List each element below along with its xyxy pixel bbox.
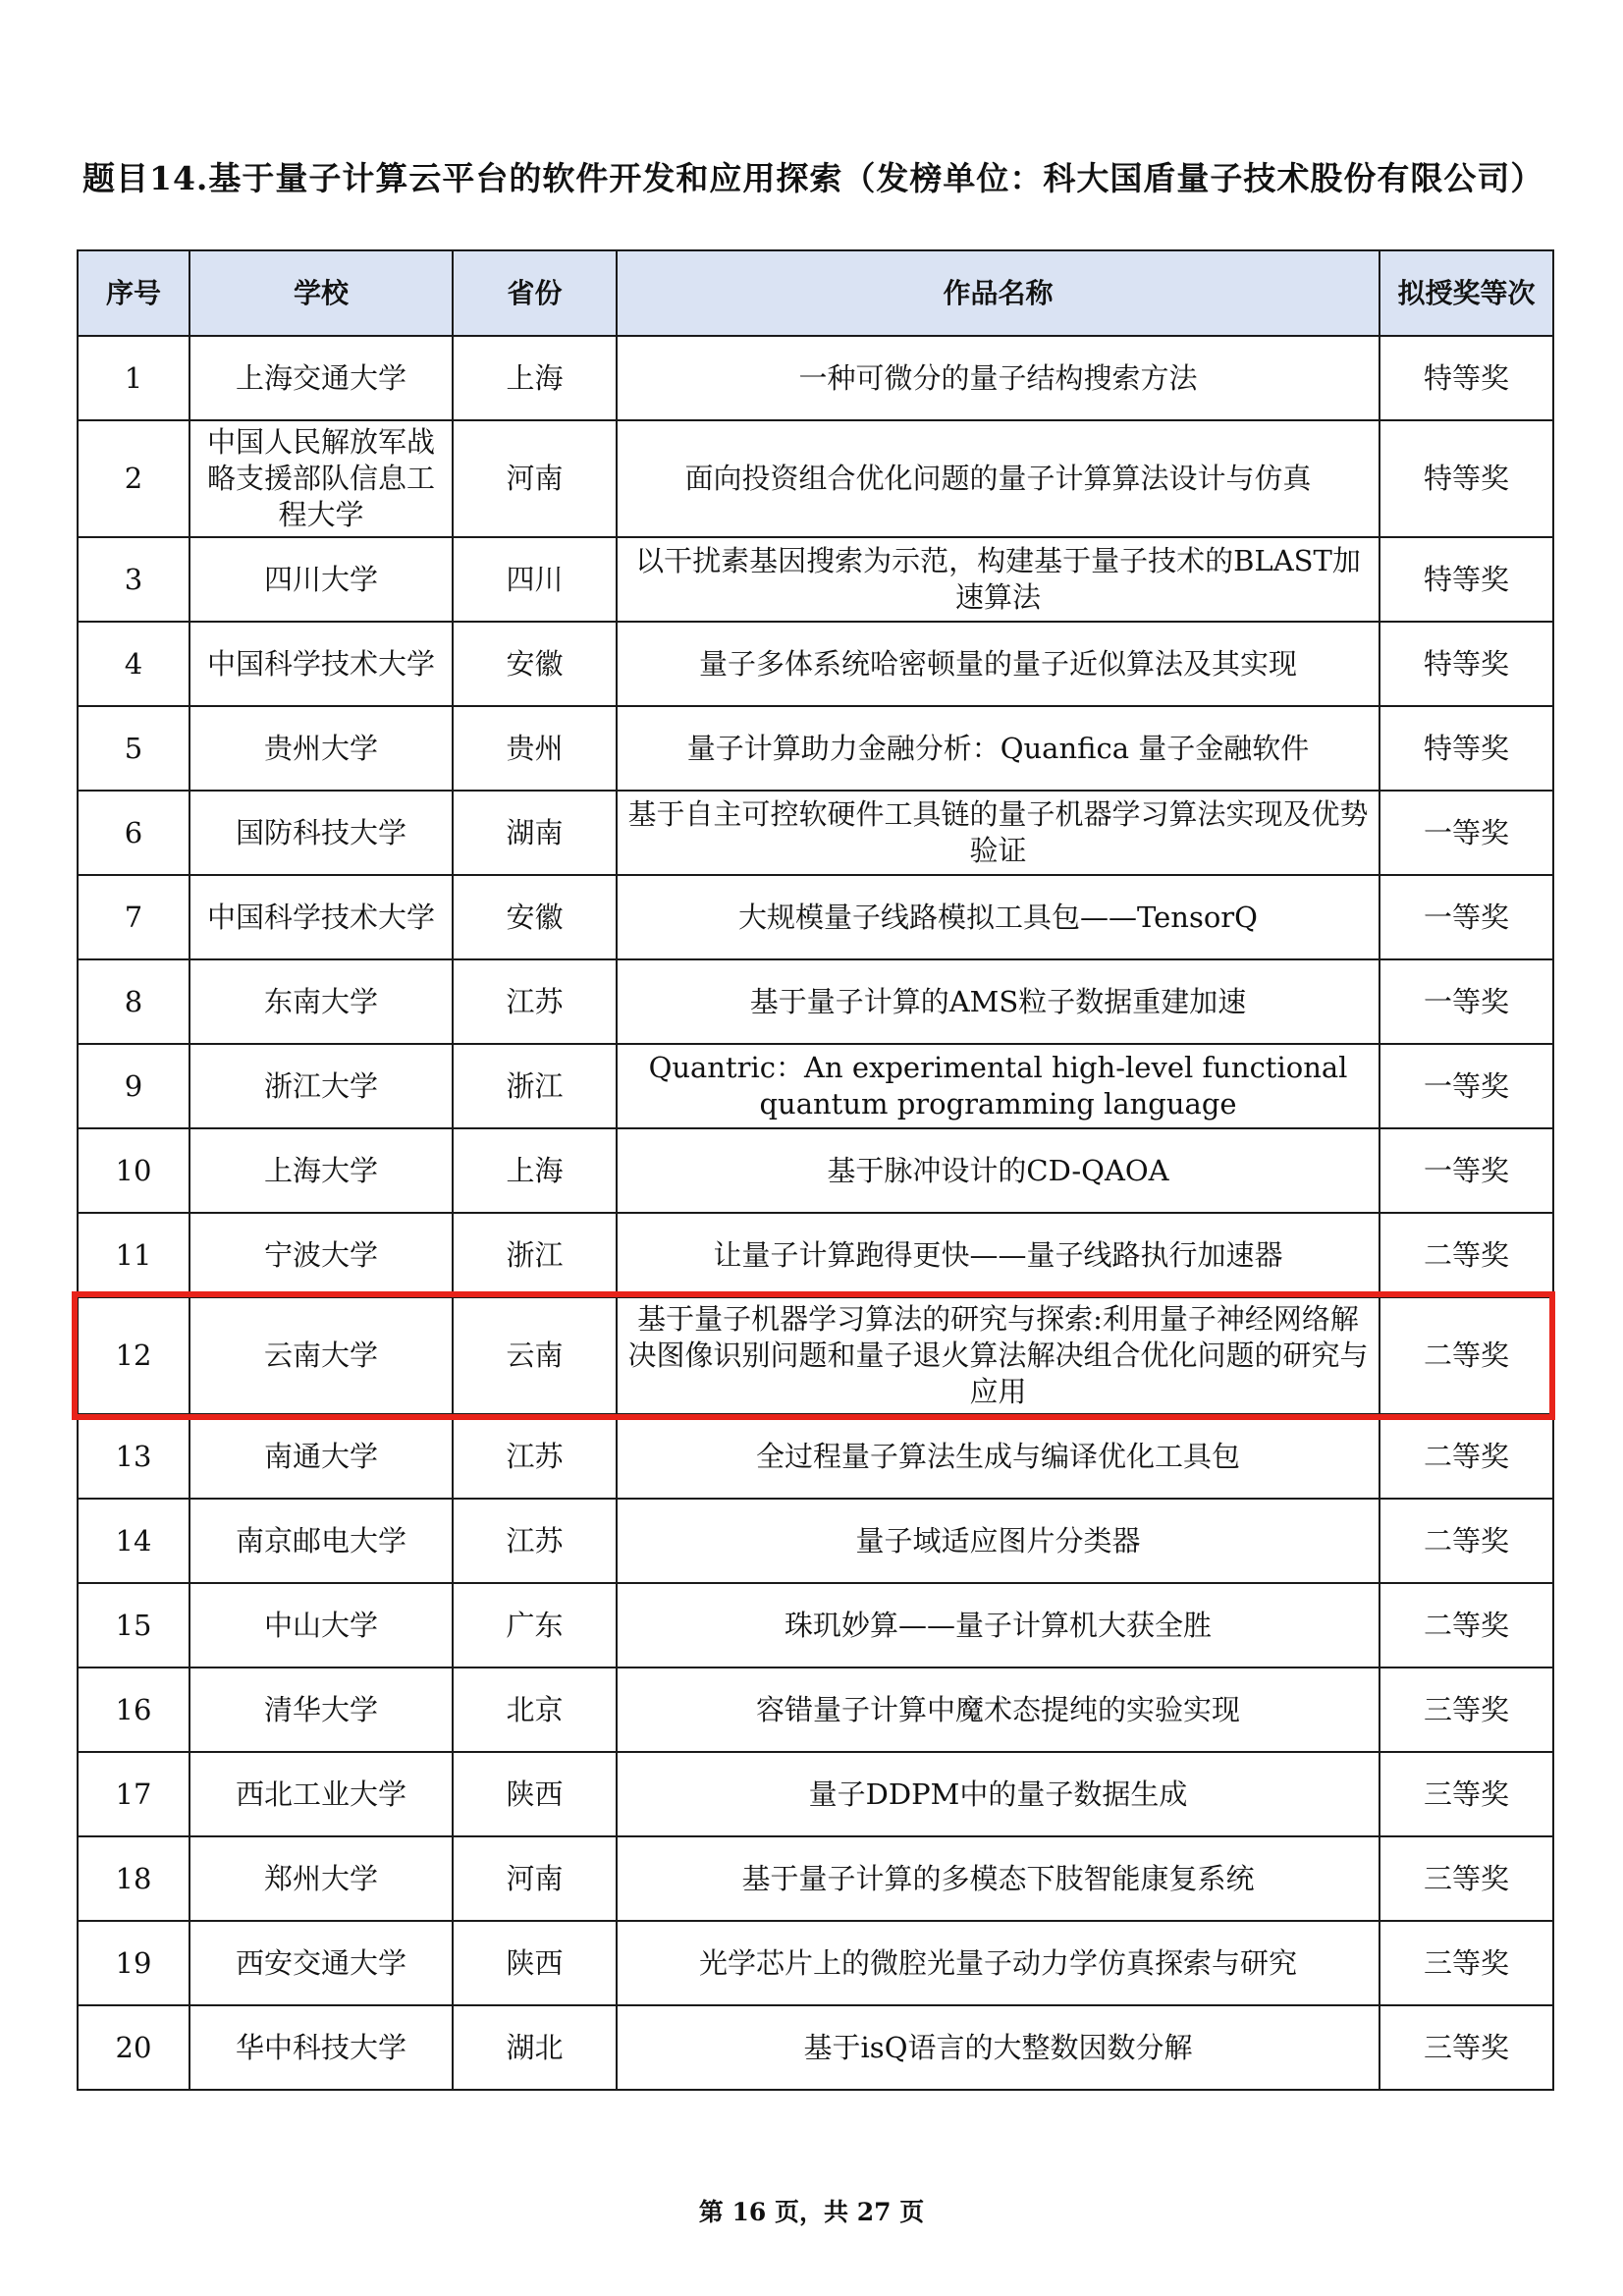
- cell-work-title: 基于自主可控软硬件工具链的量子机器学习算法实现及优势验证: [617, 791, 1380, 875]
- cell-index: 8: [78, 959, 189, 1044]
- page-footer: 第 16 页，共 27 页: [698, 2198, 925, 2226]
- cell-province: 浙江: [453, 1044, 617, 1128]
- table-row: [78, 875, 1553, 959]
- table-row: [78, 1921, 1553, 2005]
- cell-school: 南通大学: [189, 1414, 453, 1499]
- cell-index: 13: [78, 1414, 189, 1499]
- cell-school: 宁波大学: [189, 1213, 453, 1297]
- cell-work-title: 基于脉冲设计的CD-QAOA: [617, 1128, 1380, 1213]
- cell-award-level: 三等奖: [1380, 1667, 1553, 1752]
- cell-award-level: 一等奖: [1380, 875, 1553, 959]
- table-row: [78, 1583, 1553, 1667]
- cell-province: 四川: [453, 537, 617, 622]
- cell-school: 南京邮电大学: [189, 1499, 453, 1583]
- cell-province: 河南: [453, 1836, 617, 1921]
- cell-work-title: 大规模量子线路模拟工具包——TensorQ: [617, 875, 1380, 959]
- cell-work-title: 量子计算助力金融分析：Quanfica 量子金融软件: [617, 706, 1380, 791]
- cell-school: 上海大学: [189, 1128, 453, 1213]
- cell-index: 9: [78, 1044, 189, 1128]
- cell-index: 17: [78, 1752, 189, 1836]
- column-header-school: 学校: [189, 250, 453, 336]
- cell-award-level: 三等奖: [1380, 2005, 1553, 2090]
- cell-school: 华中科技大学: [189, 2005, 453, 2090]
- cell-work-title: 基于isQ语言的大整数因数分解: [617, 2005, 1380, 2090]
- column-header-award-level: 拟授奖等次: [1380, 250, 1553, 336]
- cell-school: 西安交通大学: [189, 1921, 453, 2005]
- table-row: [78, 537, 1553, 622]
- cell-work-title: 面向投资组合优化问题的量子计算算法设计与仿真: [617, 420, 1380, 537]
- cell-index: 20: [78, 2005, 189, 2090]
- table-row: [78, 1297, 1553, 1414]
- cell-school: 上海交通大学: [189, 336, 453, 420]
- cell-province: 北京: [453, 1667, 617, 1752]
- cell-award-level: 二等奖: [1380, 1414, 1553, 1499]
- cell-province: 浙江: [453, 1213, 617, 1297]
- cell-work-title: 容错量子计算中魔术态提纯的实验实现: [617, 1667, 1380, 1752]
- cell-province: 江苏: [453, 959, 617, 1044]
- document-title: 题目14.基于量子计算云平台的软件开发和应用探索（发榜单位：科大国盾量子技术股份有限公司）: [82, 159, 1544, 197]
- cell-index: 5: [78, 706, 189, 791]
- cell-award-level: 二等奖: [1380, 1213, 1553, 1297]
- cell-work-title: 量子DDPM中的量子数据生成: [617, 1752, 1380, 1836]
- cell-province: 陕西: [453, 1752, 617, 1836]
- cell-school: 西北工业大学: [189, 1752, 453, 1836]
- cell-school: 中国科学技术大学: [189, 875, 453, 959]
- cell-work-title: 基于量子计算的多模态下肢智能康复系统: [617, 1836, 1380, 1921]
- cell-school: 中山大学: [189, 1583, 453, 1667]
- cell-school: 四川大学: [189, 537, 453, 622]
- cell-index: 3: [78, 537, 189, 622]
- table-row: [78, 336, 1553, 420]
- cell-province: 广东: [453, 1583, 617, 1667]
- column-header-index: 序号: [78, 250, 189, 336]
- cell-index: 14: [78, 1499, 189, 1583]
- cell-province: 云南: [453, 1297, 617, 1414]
- cell-province: 湖南: [453, 791, 617, 875]
- cell-school: 东南大学: [189, 959, 453, 1044]
- cell-index: 10: [78, 1128, 189, 1213]
- cell-school: 国防科技大学: [189, 791, 453, 875]
- cell-work-title: 珠玑妙算——量子计算机大获全胜: [617, 1583, 1380, 1667]
- cell-award-level: 三等奖: [1380, 1752, 1553, 1836]
- table-row: [78, 959, 1553, 1044]
- cell-award-level: 三等奖: [1380, 1836, 1553, 1921]
- cell-index: 19: [78, 1921, 189, 2005]
- cell-province: 上海: [453, 1128, 617, 1213]
- cell-work-title: 光学芯片上的微腔光量子动力学仿真探索与研究: [617, 1921, 1380, 2005]
- cell-work-title: 以干扰素基因搜索为示范，构建基于量子技术的BLAST加速算法: [617, 537, 1380, 622]
- cell-award-level: 特等奖: [1380, 537, 1553, 622]
- cell-award-level: 一等奖: [1380, 1044, 1553, 1128]
- table-row: [78, 1667, 1553, 1752]
- cell-school: 浙江大学: [189, 1044, 453, 1128]
- awards-table: [77, 249, 1554, 2091]
- cell-province: 贵州: [453, 706, 617, 791]
- cell-work-title: 全过程量子算法生成与编译优化工具包: [617, 1414, 1380, 1499]
- cell-index: 18: [78, 1836, 189, 1921]
- table-row: [78, 1836, 1553, 1921]
- cell-work-title: Quantric：An experimental high-level functional quantum programming language: [617, 1044, 1380, 1128]
- table-row: [78, 622, 1553, 706]
- column-header-work-title: 作品名称: [617, 250, 1380, 336]
- table-row: [78, 420, 1553, 537]
- cell-province: 江苏: [453, 1499, 617, 1583]
- table-row: [78, 1752, 1553, 1836]
- column-header-province: 省份: [453, 250, 617, 336]
- cell-award-level: 特等奖: [1380, 622, 1553, 706]
- cell-index: 6: [78, 791, 189, 875]
- cell-work-title: 量子域适应图片分类器: [617, 1499, 1380, 1583]
- cell-work-title: 基于量子机器学习算法的研究与探索:利用量子神经网络解决图像识别问题和量子退火算法解决组合优化问题的研究与应用: [617, 1297, 1380, 1414]
- cell-province: 河南: [453, 420, 617, 537]
- cell-award-level: 二等奖: [1380, 1499, 1553, 1583]
- table-row: [78, 1499, 1553, 1583]
- header-row: [78, 250, 1553, 336]
- cell-index: 16: [78, 1667, 189, 1752]
- cell-school: 中国科学技术大学: [189, 622, 453, 706]
- cell-province: 安徽: [453, 622, 617, 706]
- cell-province: 安徽: [453, 875, 617, 959]
- cell-province: 湖北: [453, 2005, 617, 2090]
- cell-index: 1: [78, 336, 189, 420]
- cell-award-level: 二等奖: [1380, 1583, 1553, 1667]
- cell-work-title: 让量子计算跑得更快——量子线路执行加速器: [617, 1213, 1380, 1297]
- cell-school: 云南大学: [189, 1297, 453, 1414]
- cell-province: 上海: [453, 336, 617, 420]
- cell-work-title: 基于量子计算的AMS粒子数据重建加速: [617, 959, 1380, 1044]
- cell-index: 11: [78, 1213, 189, 1297]
- cell-award-level: 一等奖: [1380, 1128, 1553, 1213]
- table-row: [78, 1414, 1553, 1499]
- cell-work-title: 一种可微分的量子结构搜索方法: [617, 336, 1380, 420]
- cell-school: 贵州大学: [189, 706, 453, 791]
- cell-index: 7: [78, 875, 189, 959]
- cell-award-level: 特等奖: [1380, 706, 1553, 791]
- cell-award-level: 一等奖: [1380, 959, 1553, 1044]
- table-row: [78, 1044, 1553, 1128]
- cell-work-title: 量子多体系统哈密顿量的量子近似算法及其实现: [617, 622, 1380, 706]
- table-row: [78, 1128, 1553, 1213]
- table-row: [78, 2005, 1553, 2090]
- cell-award-level: 三等奖: [1380, 1921, 1553, 2005]
- cell-school: 郑州大学: [189, 1836, 453, 1921]
- cell-award-level: 二等奖: [1380, 1297, 1553, 1414]
- cell-school: 清华大学: [189, 1667, 453, 1752]
- cell-award-level: 特等奖: [1380, 336, 1553, 420]
- cell-index: 12: [78, 1297, 189, 1414]
- cell-award-level: 一等奖: [1380, 791, 1553, 875]
- cell-school: 中国人民解放军战略支援部队信息工程大学: [189, 420, 453, 537]
- table-row: [78, 706, 1553, 791]
- cell-province: 江苏: [453, 1414, 617, 1499]
- cell-index: 2: [78, 420, 189, 537]
- cell-province: 陕西: [453, 1921, 617, 2005]
- table-row: [78, 1213, 1553, 1297]
- cell-index: 4: [78, 622, 189, 706]
- cell-index: 15: [78, 1583, 189, 1667]
- table-row: [78, 791, 1553, 875]
- cell-award-level: 特等奖: [1380, 420, 1553, 537]
